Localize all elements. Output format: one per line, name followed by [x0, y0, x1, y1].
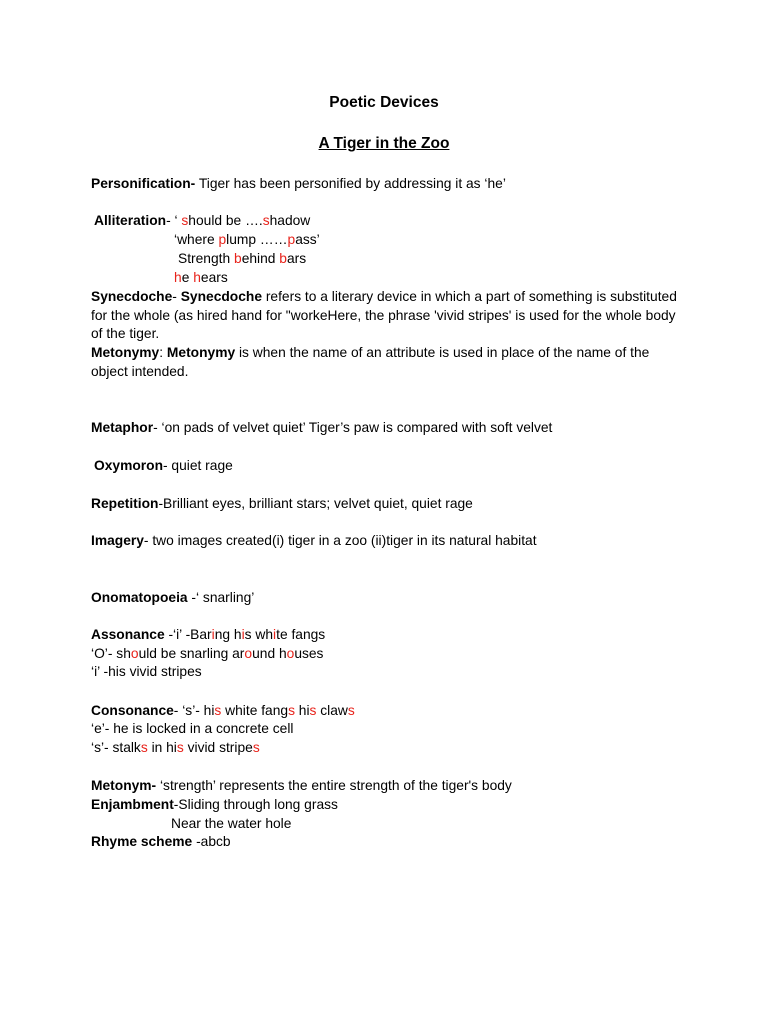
highlight-letter: s: [309, 703, 317, 718]
personification-line: [91, 174, 506, 193]
highlight-letter: s: [252, 740, 260, 755]
text-part: s wh: [244, 627, 274, 642]
text-part: und h: [252, 646, 287, 661]
highlight-letter: s: [288, 703, 295, 718]
text-part: ‘where: [174, 232, 219, 247]
text-part: lump ……: [226, 232, 288, 247]
text-part: ehind: [241, 251, 280, 266]
text-part: -‘i’ -Bar: [164, 627, 212, 642]
highlight-letter: o: [130, 646, 139, 661]
text-part: Strength: [178, 251, 234, 266]
metonym-line: [91, 776, 512, 795]
highlight-letter: s: [140, 740, 148, 755]
term-metaphor: Metaphor: [91, 420, 154, 435]
page-title: Poetic Devices: [329, 94, 439, 111]
highlight-letter: h: [193, 270, 201, 285]
text-part: claw: [316, 703, 348, 718]
term-oxymoron: Oxymoron: [94, 458, 163, 473]
text-part: e: [181, 270, 194, 285]
consonance-line-1: [91, 701, 355, 720]
synecdoche-line-3: of the tiger.: [91, 326, 160, 341]
highlight-letter: o: [244, 646, 253, 661]
term-repetition: Repetition: [91, 496, 159, 511]
text-part: white fang: [221, 703, 289, 718]
imagery-line: [91, 531, 537, 550]
term-consonance: Consonance: [91, 703, 174, 718]
text-part: -abcb: [192, 834, 231, 849]
term-metonym: Metonym-: [91, 778, 157, 793]
text-part: - ‘: [166, 213, 182, 228]
highlight-letter: s: [347, 703, 355, 718]
metaphor-line: [91, 418, 552, 437]
term-onomatopoeia: Onomatopoeia: [91, 590, 188, 605]
text-part: hould be ….: [188, 213, 263, 228]
term-alliteration: Alliteration: [94, 213, 167, 228]
highlight-letter: i: [241, 627, 245, 642]
page-subtitle: A Tiger in the Zoo: [318, 135, 450, 152]
text-part: - ‘s’- hi: [173, 703, 215, 718]
highlight-letter: p: [287, 232, 296, 247]
highlight-letter: s: [176, 740, 184, 755]
text-part: hi: [294, 703, 310, 718]
text-part: ears: [200, 270, 228, 285]
text-part: - two images created(i) tiger in a zoo (ii)tiger in its natural habitat: [143, 533, 537, 548]
rhyme-scheme-line: [91, 832, 231, 851]
highlight-letter: i: [273, 627, 277, 642]
synecdoche-line-2: for the whole (as hired hand for "workeHere, the phrase 'vivid stripes' is used for the whole body: [91, 308, 676, 323]
text-part: refers to a literary device in which a part of something is substituted: [262, 289, 677, 304]
highlight-letter: i: [211, 627, 215, 642]
text-part: -Brilliant eyes, brilliant stars; velvet quiet, quiet rage: [158, 496, 473, 511]
highlight-letter: b: [279, 251, 287, 266]
term-synecdoche-inline: Synecdoche: [180, 289, 262, 304]
term-metonymy-inline: Metonymy: [166, 345, 236, 360]
text-part: ars: [286, 251, 307, 266]
text-part: - ‘on pads of velvet quiet’ Tiger’s paw is compared with soft velvet: [153, 420, 553, 435]
highlight-letter: o: [286, 646, 295, 661]
text-part: is when the name of an attribute is used in place of the name of the: [235, 345, 650, 360]
term-rhyme-scheme: Rhyme scheme: [91, 834, 193, 849]
text-part: -: [172, 289, 181, 304]
text-part: ‘s’- stalk: [91, 740, 141, 755]
text-part: in hi: [147, 740, 177, 755]
metonymy-line-2: object intended.: [91, 364, 189, 379]
highlight-letter: s: [214, 703, 222, 718]
text-part: ‘O’- sh: [91, 646, 131, 661]
metonymy-line-1: [91, 343, 649, 362]
repetition-line: [91, 494, 473, 513]
highlight-letter: s: [262, 213, 270, 228]
personification-text: Tiger has been personified by addressing it as ‘he’: [195, 176, 506, 191]
assonance-line-1: [91, 625, 325, 644]
alliteration-line-1: [94, 211, 310, 230]
text-part: :: [159, 345, 167, 360]
term-synecdoche: Synecdoche: [91, 289, 173, 304]
text-part: - quiet rage: [163, 458, 233, 473]
highlight-letter: s: [181, 213, 189, 228]
text-part: -Sliding through long grass: [173, 797, 338, 812]
text-part: uses: [294, 646, 324, 661]
consonance-line-3: [91, 738, 260, 757]
text-part: ‘strength’ represents the entire strength of the tiger's body: [156, 778, 512, 793]
consonance-line-2: ‘e’- he is locked in a concrete cell: [91, 721, 294, 736]
term-imagery: Imagery: [91, 533, 144, 548]
term-assonance: Assonance: [91, 627, 165, 642]
highlight-letter: p: [218, 232, 227, 247]
alliteration-line-4: [174, 268, 228, 287]
highlight-letter: b: [234, 251, 242, 266]
enjambment-line-1: [91, 795, 338, 814]
text-part: hadow: [269, 213, 311, 228]
synecdoche-line-1: [91, 287, 677, 306]
text-part: ng h: [214, 627, 242, 642]
alliteration-line-3: [178, 249, 306, 268]
enjambment-line-2: Near the water hole: [171, 816, 292, 831]
text-part: te fangs: [276, 627, 326, 642]
alliteration-line-2: [174, 230, 320, 249]
term-personification: Personification-: [91, 176, 196, 191]
term-metonymy: Metonymy: [91, 345, 160, 360]
assonance-line-2: [91, 644, 323, 663]
text-part: vivid stripe: [183, 740, 253, 755]
text-part: -‘ snarling’: [187, 590, 255, 605]
text-part: uld be snarling ar: [138, 646, 245, 661]
term-enjambment: Enjambment: [91, 797, 174, 812]
highlight-letter: h: [174, 270, 182, 285]
oxymoron-line: [94, 456, 233, 475]
text-part: ass’: [295, 232, 320, 247]
assonance-line-3: ‘i’ -his vivid stripes: [91, 664, 202, 679]
onomatopoeia-line: [91, 588, 254, 607]
